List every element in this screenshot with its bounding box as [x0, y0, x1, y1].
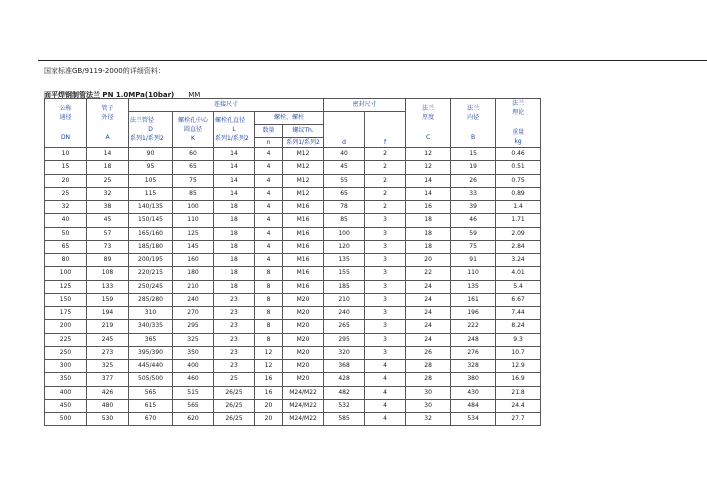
cell-thickness: 32 — [406, 413, 451, 426]
cell-flange-od: 365 — [129, 333, 173, 346]
cell-bolt-count: 4 — [255, 187, 283, 200]
table-row — [45, 413, 541, 426]
cell-weight: 21.8 — [496, 386, 541, 399]
cell-thread: M16 — [283, 214, 324, 227]
cell-seal-d: 65 — [324, 187, 365, 200]
cell-bolt-count: 8 — [255, 293, 283, 306]
table-row — [45, 346, 541, 359]
cell-bolt-count: 4 — [255, 227, 283, 240]
table-row — [45, 227, 541, 240]
cell-thickness: 14 — [406, 187, 451, 200]
cell-flange-od: 95 — [129, 161, 173, 174]
cell-flange-od: 565 — [129, 386, 173, 399]
cell-pipe-od: 18 — [87, 161, 129, 174]
cell-inner-diameter: 380 — [451, 373, 496, 386]
cell-bolt-hole: 23 — [214, 320, 255, 333]
cell-thread: M16 — [283, 227, 324, 240]
cell-bolt-hole: 23 — [214, 360, 255, 373]
cell-pipe-od: 32 — [87, 187, 129, 200]
header-weight: 法兰 理论 重量 kg — [496, 99, 541, 148]
cell-seal-d: 78 — [324, 201, 365, 214]
table-row — [45, 161, 541, 174]
cell-thickness: 24 — [406, 293, 451, 306]
cell-weight: 6.67 — [496, 293, 541, 306]
cell-bolt-hole: 23 — [214, 333, 255, 346]
cell-weight: 8.24 — [496, 320, 541, 333]
cell-bolt-count: 8 — [255, 280, 283, 293]
cell-weight: 2.09 — [496, 227, 541, 240]
cell-seal-f: 3 — [365, 280, 406, 293]
cell-bolt-count: 16 — [255, 373, 283, 386]
title-text: 面平焊钢制管法兰 PN 1.0MPa(10bar) — [44, 91, 175, 99]
cell-thickness: 30 — [406, 399, 451, 412]
cell-weight: 9.3 — [496, 333, 541, 346]
table-row — [45, 386, 541, 399]
cell-weight: 27.7 — [496, 413, 541, 426]
cell-dn: 350 — [45, 373, 87, 386]
cell-thickness: 12 — [406, 161, 451, 174]
cell-seal-f: 3 — [365, 227, 406, 240]
cell-pipe-od: 194 — [87, 307, 129, 320]
cell-pipe-od: 530 — [87, 413, 129, 426]
cell-bolt-circle: 620 — [173, 413, 214, 426]
cell-bolt-circle: 110 — [173, 214, 214, 227]
cell-inner-diameter: 484 — [451, 399, 496, 412]
cell-bolt-count: 4 — [255, 214, 283, 227]
cell-flange-od: 285/280 — [129, 293, 173, 306]
cell-weight: 16.9 — [496, 373, 541, 386]
cell-bolt-hole: 14 — [214, 148, 255, 161]
cell-seal-d: 40 — [324, 148, 365, 161]
cell-dn: 50 — [45, 227, 87, 240]
cell-dn: 15 — [45, 161, 87, 174]
cell-thread: M20 — [283, 293, 324, 306]
cell-bolt-count: 4 — [255, 201, 283, 214]
cell-seal-d: 210 — [324, 293, 365, 306]
header-bolt-count-symbol: n — [255, 138, 283, 148]
cell-bolt-count: 4 — [255, 254, 283, 267]
cell-pipe-od: 73 — [87, 240, 129, 253]
cell-bolt-circle: 400 — [173, 360, 214, 373]
cell-weight: 0.89 — [496, 187, 541, 200]
table-row — [45, 333, 541, 346]
cell-bolt-circle: 125 — [173, 227, 214, 240]
cell-inner-diameter: 75 — [451, 240, 496, 253]
cell-bolt-hole: 18 — [214, 240, 255, 253]
cell-seal-d: 135 — [324, 254, 365, 267]
cell-inner-diameter: 276 — [451, 346, 496, 359]
flange-table — [44, 98, 541, 426]
cell-bolt-circle: 350 — [173, 346, 214, 359]
cell-dn: 400 — [45, 386, 87, 399]
cell-bolt-circle: 295 — [173, 320, 214, 333]
cell-pipe-od: 245 — [87, 333, 129, 346]
cell-inner-diameter: 328 — [451, 360, 496, 373]
cell-weight: 0.46 — [496, 148, 541, 161]
header-nominal-diameter: 公称 通径 DN — [45, 99, 87, 148]
cell-thickness: 24 — [406, 333, 451, 346]
cell-seal-d: 155 — [324, 267, 365, 280]
cell-bolt-count: 8 — [255, 320, 283, 333]
cell-flange-od: 140/135 — [129, 201, 173, 214]
cell-bolt-circle: 210 — [173, 280, 214, 293]
cell-dn: 225 — [45, 333, 87, 346]
cell-bolt-hole: 18 — [214, 214, 255, 227]
cell-inner-diameter: 222 — [451, 320, 496, 333]
cell-bolt-circle: 145 — [173, 240, 214, 253]
cell-thickness: 24 — [406, 280, 451, 293]
cell-dn: 175 — [45, 307, 87, 320]
cell-seal-d: 585 — [324, 413, 365, 426]
cell-seal-f: 2 — [365, 201, 406, 214]
cell-bolt-count: 20 — [255, 413, 283, 426]
cell-pipe-od: 89 — [87, 254, 129, 267]
table-row — [45, 399, 541, 412]
cell-inner-diameter: 534 — [451, 413, 496, 426]
cell-seal-f: 3 — [365, 267, 406, 280]
cell-thread: M20 — [283, 320, 324, 333]
cell-bolt-count: 12 — [255, 346, 283, 359]
top-divider — [38, 60, 707, 61]
cell-thickness: 24 — [406, 320, 451, 333]
cell-inner-diameter: 110 — [451, 267, 496, 280]
table-row — [45, 187, 541, 200]
cell-bolt-hole: 23 — [214, 307, 255, 320]
cell-seal-f: 2 — [365, 174, 406, 187]
cell-seal-f: 3 — [365, 320, 406, 333]
cell-bolt-hole: 14 — [214, 187, 255, 200]
cell-thickness: 18 — [406, 227, 451, 240]
cell-pipe-od: 426 — [87, 386, 129, 399]
cell-bolt-count: 16 — [255, 386, 283, 399]
cell-bolt-count: 8 — [255, 333, 283, 346]
table-row — [45, 201, 541, 214]
table-row — [45, 148, 541, 161]
cell-inner-diameter: 33 — [451, 187, 496, 200]
cell-thread: M20 — [283, 346, 324, 359]
cell-thread: M24/M22 — [283, 399, 324, 412]
cell-dn: 125 — [45, 280, 87, 293]
cell-pipe-od: 325 — [87, 360, 129, 373]
table-row — [45, 373, 541, 386]
cell-bolt-circle: 60 — [173, 148, 214, 161]
table-body — [45, 148, 541, 426]
table-row — [45, 307, 541, 320]
cell-seal-d: 428 — [324, 373, 365, 386]
cell-bolt-count: 20 — [255, 399, 283, 412]
cell-dn: 200 — [45, 320, 87, 333]
cell-pipe-od: 219 — [87, 320, 129, 333]
cell-flange-od: 150/145 — [129, 214, 173, 227]
cell-flange-od: 185/180 — [129, 240, 173, 253]
cell-seal-f: 3 — [365, 240, 406, 253]
cell-seal-f: 3 — [365, 254, 406, 267]
cell-flange-od: 615 — [129, 399, 173, 412]
table-header — [45, 99, 541, 148]
cell-weight: 5.4 — [496, 280, 541, 293]
cell-flange-od: 200/195 — [129, 254, 173, 267]
cell-inner-diameter: 196 — [451, 307, 496, 320]
cell-seal-f: 4 — [365, 373, 406, 386]
cell-seal-d: 85 — [324, 214, 365, 227]
intro-text: 国家标准GB/9119-2000的详细资料： — [44, 67, 165, 75]
cell-thickness: 24 — [406, 307, 451, 320]
header-inner-diameter: 法兰 内径 B — [451, 99, 496, 148]
cell-bolt-hole: 23 — [214, 293, 255, 306]
header-pipe-od: 管子 外径 A — [87, 99, 129, 148]
cell-thread: M20 — [283, 333, 324, 346]
cell-thickness: 28 — [406, 360, 451, 373]
header-flange-od: 法兰管径 D 系列1/系列2 — [129, 112, 173, 148]
cell-pipe-od: 38 — [87, 201, 129, 214]
cell-thread: M16 — [283, 254, 324, 267]
cell-bolt-hole: 18 — [214, 201, 255, 214]
cell-pipe-od: 377 — [87, 373, 129, 386]
cell-thread: M16 — [283, 240, 324, 253]
cell-flange-od: 90 — [129, 148, 173, 161]
cell-bolt-hole: 14 — [214, 161, 255, 174]
cell-bolt-hole: 18 — [214, 254, 255, 267]
cell-pipe-od: 57 — [87, 227, 129, 240]
cell-dn: 32 — [45, 201, 87, 214]
cell-flange-od: 165/160 — [129, 227, 173, 240]
cell-bolt-hole: 23 — [214, 346, 255, 359]
cell-pipe-od: 108 — [87, 267, 129, 280]
cell-bolt-count: 4 — [255, 174, 283, 187]
table-row — [45, 214, 541, 227]
cell-weight: 7.44 — [496, 307, 541, 320]
cell-bolt-circle: 100 — [173, 201, 214, 214]
cell-bolt-hole: 18 — [214, 280, 255, 293]
cell-flange-od: 395/390 — [129, 346, 173, 359]
cell-weight: 0.51 — [496, 161, 541, 174]
cell-dn: 25 — [45, 187, 87, 200]
cell-seal-f: 2 — [365, 148, 406, 161]
cell-flange-od: 445/440 — [129, 360, 173, 373]
cell-bolt-circle: 180 — [173, 267, 214, 280]
cell-seal-f: 3 — [365, 333, 406, 346]
cell-flange-od: 105 — [129, 174, 173, 187]
cell-bolt-circle: 565 — [173, 399, 214, 412]
cell-inner-diameter: 46 — [451, 214, 496, 227]
cell-seal-f: 4 — [365, 386, 406, 399]
cell-bolt-hole: 18 — [214, 267, 255, 280]
cell-flange-od: 220/215 — [129, 267, 173, 280]
cell-seal-f: 3 — [365, 214, 406, 227]
cell-thread: M16 — [283, 201, 324, 214]
header-bolt-group: 螺栓、螺柱 — [255, 112, 324, 125]
cell-thread: M24/M22 — [283, 413, 324, 426]
cell-seal-f: 3 — [365, 307, 406, 320]
cell-seal-d: 120 — [324, 240, 365, 253]
cell-dn: 150 — [45, 293, 87, 306]
cell-seal-f: 3 — [365, 293, 406, 306]
cell-dn: 450 — [45, 399, 87, 412]
cell-weight: 1.71 — [496, 214, 541, 227]
cell-dn: 250 — [45, 346, 87, 359]
cell-thickness: 18 — [406, 240, 451, 253]
cell-thickness: 28 — [406, 373, 451, 386]
cell-seal-d: 265 — [324, 320, 365, 333]
header-thread-label: 螺纹Th. — [283, 125, 324, 138]
table-row — [45, 293, 541, 306]
unit-label: MM — [188, 91, 201, 99]
cell-inner-diameter: 19 — [451, 161, 496, 174]
cell-inner-diameter: 39 — [451, 201, 496, 214]
table-row — [45, 320, 541, 333]
table-row — [45, 267, 541, 280]
cell-dn: 80 — [45, 254, 87, 267]
header-bolt-count-label: 数量 — [255, 125, 283, 138]
cell-pipe-od: 273 — [87, 346, 129, 359]
header-seal-d: d — [324, 112, 365, 148]
cell-thickness: 16 — [406, 201, 451, 214]
cell-thickness: 20 — [406, 254, 451, 267]
cell-pipe-od: 14 — [87, 148, 129, 161]
cell-bolt-count: 8 — [255, 307, 283, 320]
cell-thread: M12 — [283, 161, 324, 174]
cell-thickness: 18 — [406, 214, 451, 227]
cell-seal-d: 100 — [324, 227, 365, 240]
header-bolt-circle: 螺栓孔中心 圆直径 K — [173, 112, 214, 148]
cell-thread: M12 — [283, 187, 324, 200]
cell-thread: M20 — [283, 373, 324, 386]
cell-inner-diameter: 26 — [451, 174, 496, 187]
cell-bolt-count: 12 — [255, 360, 283, 373]
cell-flange-od: 670 — [129, 413, 173, 426]
table-row — [45, 280, 541, 293]
cell-seal-f: 2 — [365, 161, 406, 174]
cell-pipe-od: 480 — [87, 399, 129, 412]
cell-seal-f: 4 — [365, 360, 406, 373]
table-row — [45, 254, 541, 267]
cell-bolt-circle: 460 — [173, 373, 214, 386]
cell-seal-d: 320 — [324, 346, 365, 359]
cell-seal-d: 532 — [324, 399, 365, 412]
cell-inner-diameter: 91 — [451, 254, 496, 267]
cell-bolt-circle: 160 — [173, 254, 214, 267]
cell-bolt-hole: 18 — [214, 227, 255, 240]
cell-flange-od: 115 — [129, 187, 173, 200]
cell-bolt-count: 4 — [255, 240, 283, 253]
cell-thickness: 26 — [406, 346, 451, 359]
cell-weight: 1.4 — [496, 201, 541, 214]
cell-pipe-od: 25 — [87, 174, 129, 187]
cell-thread: M16 — [283, 267, 324, 280]
cell-seal-d: 45 — [324, 161, 365, 174]
cell-bolt-circle: 65 — [173, 161, 214, 174]
cell-seal-d: 482 — [324, 386, 365, 399]
cell-bolt-circle: 85 — [173, 187, 214, 200]
cell-flange-od: 340/335 — [129, 320, 173, 333]
cell-thickness: 22 — [406, 267, 451, 280]
cell-pipe-od: 133 — [87, 280, 129, 293]
cell-inner-diameter: 15 — [451, 148, 496, 161]
cell-bolt-hole: 14 — [214, 174, 255, 187]
cell-thickness: 12 — [406, 148, 451, 161]
cell-thread: M12 — [283, 174, 324, 187]
cell-seal-d: 240 — [324, 307, 365, 320]
cell-weight: 10.7 — [496, 346, 541, 359]
cell-dn: 40 — [45, 214, 87, 227]
header-sealing: 密封尺寸 — [324, 99, 406, 112]
header-bolt-hole: 螺栓孔直径 L 系列1/系列2 — [214, 112, 255, 148]
cell-seal-f: 3 — [365, 346, 406, 359]
cell-weight: 2.84 — [496, 240, 541, 253]
header-thread-series: 系列1/系列2 — [283, 138, 324, 148]
cell-seal-d: 295 — [324, 333, 365, 346]
header-thickness: 法兰 厚度 C — [406, 99, 451, 148]
cell-bolt-circle: 75 — [173, 174, 214, 187]
cell-flange-od: 310 — [129, 307, 173, 320]
cell-dn: 300 — [45, 360, 87, 373]
cell-thread: M12 — [283, 148, 324, 161]
cell-thread: M16 — [283, 280, 324, 293]
table-row — [45, 360, 541, 373]
cell-dn: 65 — [45, 240, 87, 253]
cell-seal-f: 4 — [365, 399, 406, 412]
cell-flange-od: 505/500 — [129, 373, 173, 386]
cell-weight: 24.4 — [496, 399, 541, 412]
cell-weight: 3.24 — [496, 254, 541, 267]
cell-inner-diameter: 430 — [451, 386, 496, 399]
cell-bolt-count: 4 — [255, 161, 283, 174]
cell-bolt-circle: 515 — [173, 386, 214, 399]
cell-weight: 12.9 — [496, 360, 541, 373]
cell-thread: M24/M22 — [283, 386, 324, 399]
cell-thickness: 30 — [406, 386, 451, 399]
header-seal-f: f — [365, 112, 406, 148]
cell-thread: M20 — [283, 307, 324, 320]
cell-bolt-hole: 26/25 — [214, 386, 255, 399]
cell-dn: 10 — [45, 148, 87, 161]
cell-thread: M20 — [283, 360, 324, 373]
cell-bolt-hole: 26/25 — [214, 399, 255, 412]
cell-seal-f: 4 — [365, 413, 406, 426]
cell-bolt-circle: 270 — [173, 307, 214, 320]
cell-inner-diameter: 59 — [451, 227, 496, 240]
cell-thickness: 14 — [406, 174, 451, 187]
cell-dn: 500 — [45, 413, 87, 426]
header-connection: 连接尺寸 — [129, 99, 324, 112]
cell-inner-diameter: 248 — [451, 333, 496, 346]
cell-bolt-circle: 240 — [173, 293, 214, 306]
cell-flange-od: 250/245 — [129, 280, 173, 293]
cell-dn: 20 — [45, 174, 87, 187]
cell-bolt-hole: 26/25 — [214, 413, 255, 426]
cell-seal-d: 368 — [324, 360, 365, 373]
cell-seal-d: 55 — [324, 174, 365, 187]
cell-inner-diameter: 161 — [451, 293, 496, 306]
cell-dn: 100 — [45, 267, 87, 280]
cell-bolt-count: 4 — [255, 148, 283, 161]
table-row — [45, 174, 541, 187]
cell-weight: 4.01 — [496, 267, 541, 280]
cell-pipe-od: 159 — [87, 293, 129, 306]
cell-seal-d: 185 — [324, 280, 365, 293]
cell-pipe-od: 45 — [87, 214, 129, 227]
cell-seal-f: 2 — [365, 187, 406, 200]
cell-bolt-count: 8 — [255, 267, 283, 280]
cell-weight: 0.75 — [496, 174, 541, 187]
cell-inner-diameter: 135 — [451, 280, 496, 293]
table-row — [45, 240, 541, 253]
cell-bolt-circle: 325 — [173, 333, 214, 346]
cell-bolt-hole: 25 — [214, 373, 255, 386]
